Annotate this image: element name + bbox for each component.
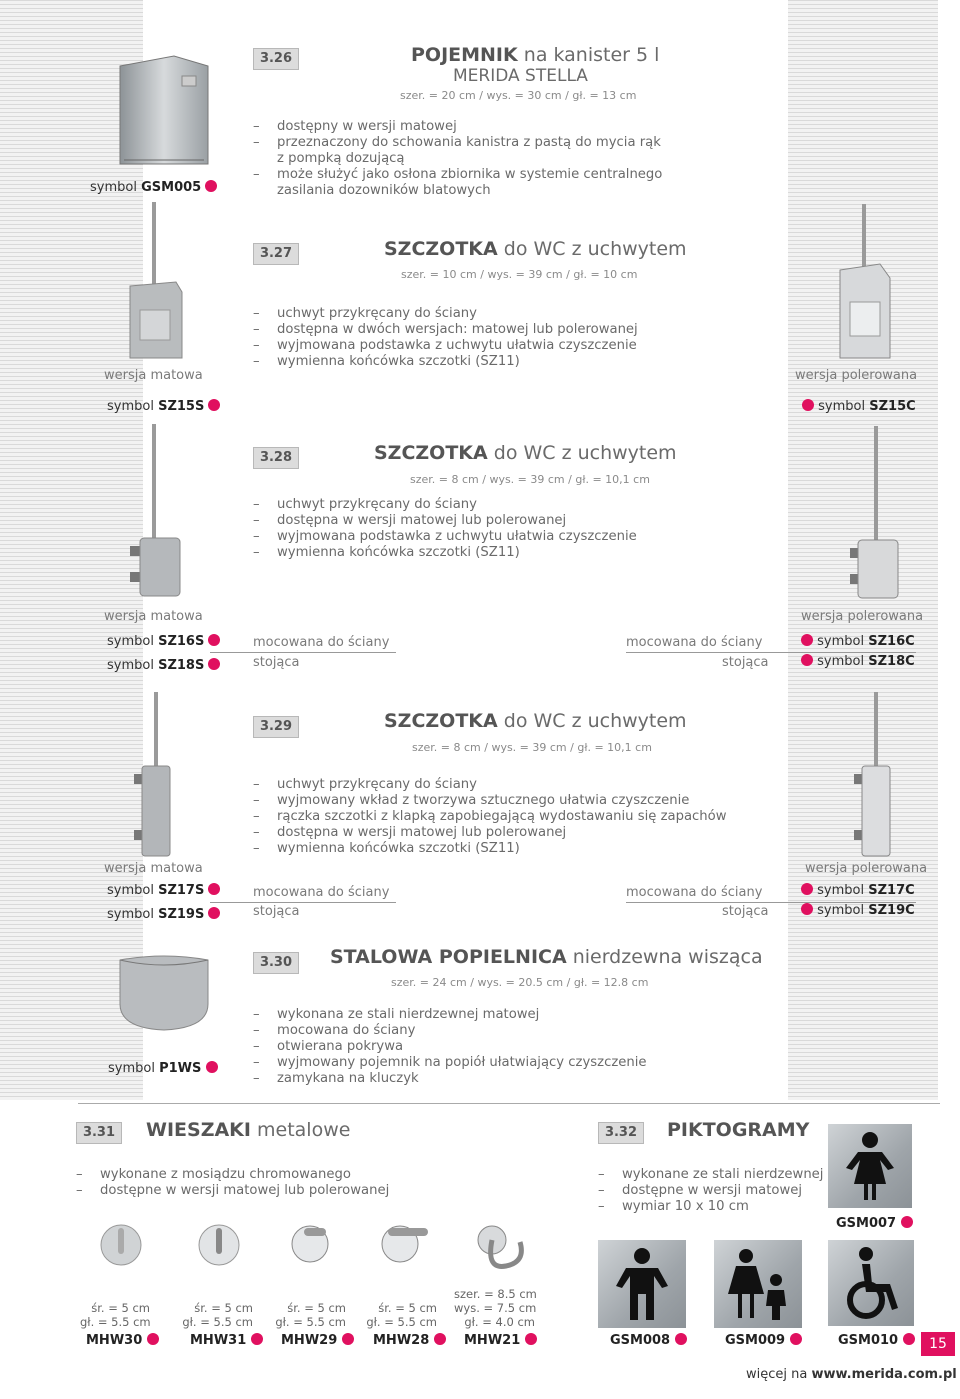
marker-dot xyxy=(903,1333,915,1345)
product-symbol-right-stand: symbol SZ18C xyxy=(801,654,915,669)
pictogram-code: GSM008 xyxy=(610,1333,687,1348)
connector-line xyxy=(210,652,396,653)
section-title: PIKTOGRAMY xyxy=(667,1119,810,1141)
feature-list: – dostępny w wersji matowej – przeznaczony do schowania kanistra z pastą do mycia rąk z pompką dozującą – może służyć jako osłona zbiornika w systemie centralnego zasilania dozowników blatowych xyxy=(253,119,662,199)
family-pictogram xyxy=(714,1240,802,1328)
connector-line xyxy=(626,652,916,653)
marker-dot xyxy=(901,1216,913,1228)
brush-matte-image xyxy=(126,200,186,362)
marker-dot xyxy=(206,1061,218,1073)
marker-dot xyxy=(525,1333,537,1345)
product-symbol-left-stand: symbol SZ18S xyxy=(107,658,220,673)
hook-code: MHW29 xyxy=(281,1333,354,1348)
product-symbol-left-wall: symbol SZ16S xyxy=(107,634,220,649)
product-symbol-left-stand: symbol SZ19S xyxy=(107,907,220,922)
marker-dot xyxy=(801,903,813,915)
version-label-polished: wersja polerowana xyxy=(801,609,924,624)
mount-wall-label: mocowana do ściany xyxy=(253,885,390,900)
hook-code: MHW21 xyxy=(464,1333,537,1348)
marker-dot xyxy=(147,1333,159,1345)
product-symbol-right: symbol SZ15C xyxy=(802,399,916,414)
product-symbol-right-wall: symbol SZ16C xyxy=(801,634,915,649)
brush-polished-image xyxy=(846,424,902,600)
hook-dimensions: szer. = 8.5 cm wys. = 7.5 cm gł. = 4.0 cm xyxy=(454,1287,537,1329)
version-label-matte: wersja matowa xyxy=(104,861,203,876)
dimensions: szer. = 10 cm / wys. = 39 cm / gł. = 10 cm xyxy=(401,268,638,281)
marker-dot xyxy=(801,654,813,666)
marker-dot xyxy=(208,907,220,919)
section-number: 3.29 xyxy=(253,716,299,738)
version-label-polished: wersja polerowana xyxy=(795,368,918,383)
product-symbol: symbol P1WS xyxy=(108,1061,218,1076)
section-title: SZCZOTKA do WC z uchwytem xyxy=(374,442,677,464)
marker-dot xyxy=(790,1333,802,1345)
version-label-matte: wersja matowa xyxy=(104,368,203,383)
dimensions: szer. = 8 cm / wys. = 39 cm / gł. = 10,1 cm xyxy=(410,473,650,486)
marker-dot xyxy=(208,399,220,411)
section-title: POJEMNIK na kanister 5 l xyxy=(411,44,660,66)
marker-dot xyxy=(675,1333,687,1345)
section-title: STALOWA POPIELNICA nierdzewna wisząca xyxy=(330,946,763,968)
feature-list: – uchwyt przykręcany do ściany – dostępna w wersji matowej lub polerowanej – wyjmowana podstawka z uchwytu ułatwia czyszczenie – wymienna końcówka szczotki (SZ11) xyxy=(253,497,637,561)
page-number: 15 xyxy=(921,1332,955,1356)
section-divider xyxy=(78,1103,940,1104)
hook-code: MHW28 xyxy=(373,1333,446,1348)
mount-stand-label: stojąca xyxy=(253,904,300,919)
marker-dot xyxy=(342,1333,354,1345)
feature-list: – uchwyt przykręcany do ściany – dostępna w dwóch wersjach: matowej lub polerowanej – wyjmowana podstawka z uchwytu ułatwia czyszczenie – wymienna końcówka szczotki (SZ11) xyxy=(253,306,638,370)
version-label-polished: wersja polerowana xyxy=(805,861,928,876)
hook-image xyxy=(196,1222,242,1268)
feature-list: – uchwyt przykręcany do ściany – wyjmowany wkład z tworzywa sztucznego ułatwia czyszczenie – rączka szczotki z klapką zapobiegającą wydostawaniu się zapachów – dostępna w wersji matowej lub polerowanej – wymienna końcówka szczotki (SZ11) xyxy=(253,777,727,857)
hook-dimensions: śr. = 5 cm gł. = 5.5 cm xyxy=(366,1301,437,1329)
feature-list: – wykonane ze stali nierdzewnej – dostępne w wersji matowej – wymiar 10 x 10 cm xyxy=(598,1167,823,1215)
hook-dimensions: śr. = 5 cm gł. = 5.5 cm xyxy=(182,1301,253,1329)
male-pictogram xyxy=(598,1240,686,1328)
hook-dimensions: śr. = 5 cm gł. = 5.5 cm xyxy=(275,1301,346,1329)
marker-dot xyxy=(251,1333,263,1345)
hook-image xyxy=(378,1220,432,1266)
mount-wall-label: mocowana do ściany xyxy=(253,635,390,650)
mount-wall-label: mocowana do ściany xyxy=(626,885,763,900)
section-number: 3.28 xyxy=(253,447,299,469)
marker-dot xyxy=(801,883,813,895)
mount-stand-label: stojąca xyxy=(722,904,769,919)
product-symbol-right-wall: symbol SZ17C xyxy=(801,883,915,898)
website-link[interactable]: więcej na www.merida.com.pl xyxy=(746,1367,957,1382)
product-symbol-left-wall: symbol SZ17S xyxy=(107,883,220,898)
section-number: 3.31 xyxy=(76,1122,122,1144)
feature-list: – wykonana ze stali nierdzewnej matowej – mocowana do ściany – otwierana pokrywa – wyjmowany pojemnik na popiół ułatwiający czyszczenie – zamykana na kluczyk xyxy=(253,1007,647,1087)
marker-dot xyxy=(208,634,220,646)
section-title: SZCZOTKA do WC z uchwytem xyxy=(384,238,687,260)
section-number: 3.27 xyxy=(253,243,299,265)
marker-dot xyxy=(208,883,220,895)
marker-dot xyxy=(208,658,220,670)
mount-stand-label: stojąca xyxy=(253,655,300,670)
feature-list: – wykonane z mosiądzu chromowanego – dostępne w wersji matowej lub polerowanej xyxy=(76,1167,389,1199)
marker-dot xyxy=(801,634,813,646)
hook-dimensions: śr. = 5 cm gł. = 5.5 cm xyxy=(80,1301,151,1329)
brush-matte-image xyxy=(128,422,184,598)
ashtray-image xyxy=(116,952,214,1032)
section-number: 3.26 xyxy=(253,48,299,70)
connector-line xyxy=(210,902,396,903)
product-symbol: symbol GSM005 xyxy=(90,180,217,195)
section-number: 3.32 xyxy=(598,1122,644,1144)
pictogram-code: GSM009 xyxy=(725,1333,802,1348)
mount-stand-label: stojąca xyxy=(722,655,769,670)
section-title: SZCZOTKA do WC z uchwytem xyxy=(384,710,687,732)
marker-dot xyxy=(802,399,814,411)
version-label-matte: wersja matowa xyxy=(104,609,203,624)
wheelchair-pictogram xyxy=(828,1240,914,1326)
hook-code: MHW30 xyxy=(86,1333,159,1348)
hook-code: MHW31 xyxy=(190,1333,263,1348)
section-number: 3.30 xyxy=(253,952,299,974)
brush-matte-image xyxy=(132,690,182,862)
section-subtitle: MERIDA STELLA xyxy=(453,66,588,86)
hook-image xyxy=(98,1222,144,1268)
mount-wall-label: mocowana do ściany xyxy=(626,635,763,650)
brush-polished-image xyxy=(834,202,894,362)
dispenser-image xyxy=(112,52,216,170)
dimensions: szer. = 20 cm / wys. = 30 cm / gł. = 13 cm xyxy=(400,89,637,102)
marker-dot xyxy=(205,180,217,192)
product-symbol-left: symbol SZ15S xyxy=(107,399,220,414)
section-title: WIESZAKI metalowe xyxy=(146,1119,351,1141)
dimensions: szer. = 8 cm / wys. = 39 cm / gł. = 10,1 cm xyxy=(412,741,652,754)
dimensions: szer. = 24 cm / wys. = 20.5 cm / gł. = 12.8 cm xyxy=(391,976,649,989)
marker-dot xyxy=(434,1333,446,1345)
brush-polished-image xyxy=(852,690,902,862)
product-symbol-right-stand: symbol SZ19C xyxy=(801,903,915,918)
hook-image xyxy=(288,1220,334,1266)
pictogram-code: GSM007 xyxy=(836,1216,913,1231)
hook-image xyxy=(472,1220,532,1276)
female-pictogram xyxy=(828,1124,912,1208)
pictogram-code: GSM010 xyxy=(838,1333,915,1348)
